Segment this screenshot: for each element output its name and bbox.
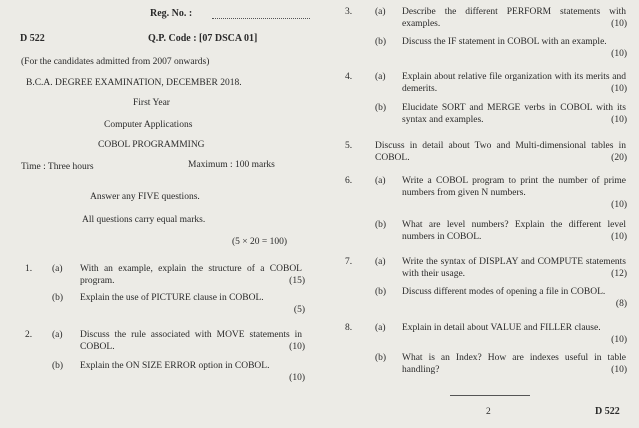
question-text: Explain the ON SIZE ERROR option in COBOL. [80, 361, 270, 371]
question-text: Describe the different PERFORM statements with examples. [402, 7, 626, 29]
question-marks: (10) [289, 342, 305, 352]
subject: COBOL PROGRAMMING [98, 140, 205, 150]
question-marks: (10) [611, 49, 627, 59]
question-part: (a) [375, 323, 386, 333]
question-marks: (10) [611, 200, 627, 210]
question-part: (b) [52, 361, 64, 371]
question-text: What are level numbers? Explain the different level numbers in COBOL. [402, 220, 626, 242]
paper-code: D 522 [20, 33, 45, 44]
question-marks: (20) [611, 153, 627, 163]
end-rule [450, 395, 530, 396]
question-marks: (10) [611, 365, 627, 375]
question-part: (b) [375, 353, 387, 363]
question-marks: (10) [611, 84, 627, 94]
question-text: Discuss different modes of opening a file in COBOL. [402, 287, 606, 297]
question-number: 1. [25, 264, 33, 274]
question-marks: (10) [289, 373, 305, 383]
question-number: 6. [345, 176, 353, 186]
question-number: 4. [345, 72, 353, 82]
question-part: (b) [52, 293, 64, 303]
question-text: Discuss the IF statement in COBOL with an example. [402, 37, 607, 47]
question-text: Elucidate SORT and MERGE verbs in COBOL with its syntax and examples. [402, 103, 626, 125]
question-part: (b) [375, 37, 387, 47]
question-text: Explain about relative file organization with its merits and demerits. [402, 72, 626, 94]
question-text: Write the syntax of DISPLAY and COMPUTE statements with their usage. [402, 257, 626, 279]
candidates-note: (For the candidates admitted from 2007 onwards) [21, 57, 210, 67]
question-part: (a) [375, 7, 386, 17]
question-part: (a) [375, 176, 386, 186]
question-part: (b) [375, 220, 387, 230]
question-text: With an example, explain the structure of a COBOL program. [80, 264, 302, 286]
question-part: (a) [52, 264, 63, 274]
question-part: (a) [375, 72, 386, 82]
question-text: Discuss the rule associated with MOVE statements in COBOL. [80, 330, 302, 352]
footer-code: D 522 [595, 406, 620, 417]
question-text: Explain in detail about VALUE and FILLER clause. [402, 323, 601, 333]
marks-scheme: (5 × 20 = 100) [232, 237, 288, 247]
question-marks: (15) [289, 276, 305, 286]
question-text: Discuss in detail about Two and Multi-dimensional tables in COBOL. [375, 141, 626, 163]
exam-title: B.C.A. DEGREE EXAMINATION, DECEMBER 2018. [26, 78, 242, 88]
question-text: Write a COBOL program to print the number of prime numbers from given N numbers. [402, 176, 626, 198]
question-number: 7. [345, 257, 353, 267]
department: Computer Applications [104, 120, 193, 130]
question-text: Explain the use of PICTURE clause in COBOL. [80, 293, 264, 303]
instruction-answer: Answer any FIVE questions. [90, 192, 200, 202]
question-number: 8. [345, 323, 353, 333]
question-marks: (8) [615, 299, 627, 309]
question-part: (b) [375, 287, 387, 297]
question-number: 5. [345, 141, 353, 151]
reg-no-field [212, 9, 310, 19]
question-part: (b) [375, 103, 387, 113]
question-marks: (12) [611, 269, 627, 279]
max-marks: Maximum : 100 marks [188, 160, 275, 170]
question-marks: (10) [611, 19, 627, 29]
question-text: What is an Index? How are indexes useful in table handling? [402, 353, 626, 375]
question-marks: (10) [611, 115, 627, 125]
year: First Year [133, 98, 170, 108]
qp-code: Q.P. Code : [07 DSCA 01] [148, 33, 258, 44]
reg-no-label: Reg. No. : [150, 8, 193, 19]
question-part: (a) [52, 330, 63, 340]
question-marks: (10) [611, 335, 627, 345]
question-marks: (5) [293, 305, 305, 315]
page-number: 2 [486, 407, 491, 417]
question-part: (a) [375, 257, 386, 267]
instruction-marks: All questions carry equal marks. [82, 215, 206, 225]
time-label: Time : Three hours [21, 162, 94, 172]
question-marks: (10) [611, 232, 627, 242]
question-number: 2. [25, 330, 33, 340]
question-number: 3. [345, 7, 353, 17]
